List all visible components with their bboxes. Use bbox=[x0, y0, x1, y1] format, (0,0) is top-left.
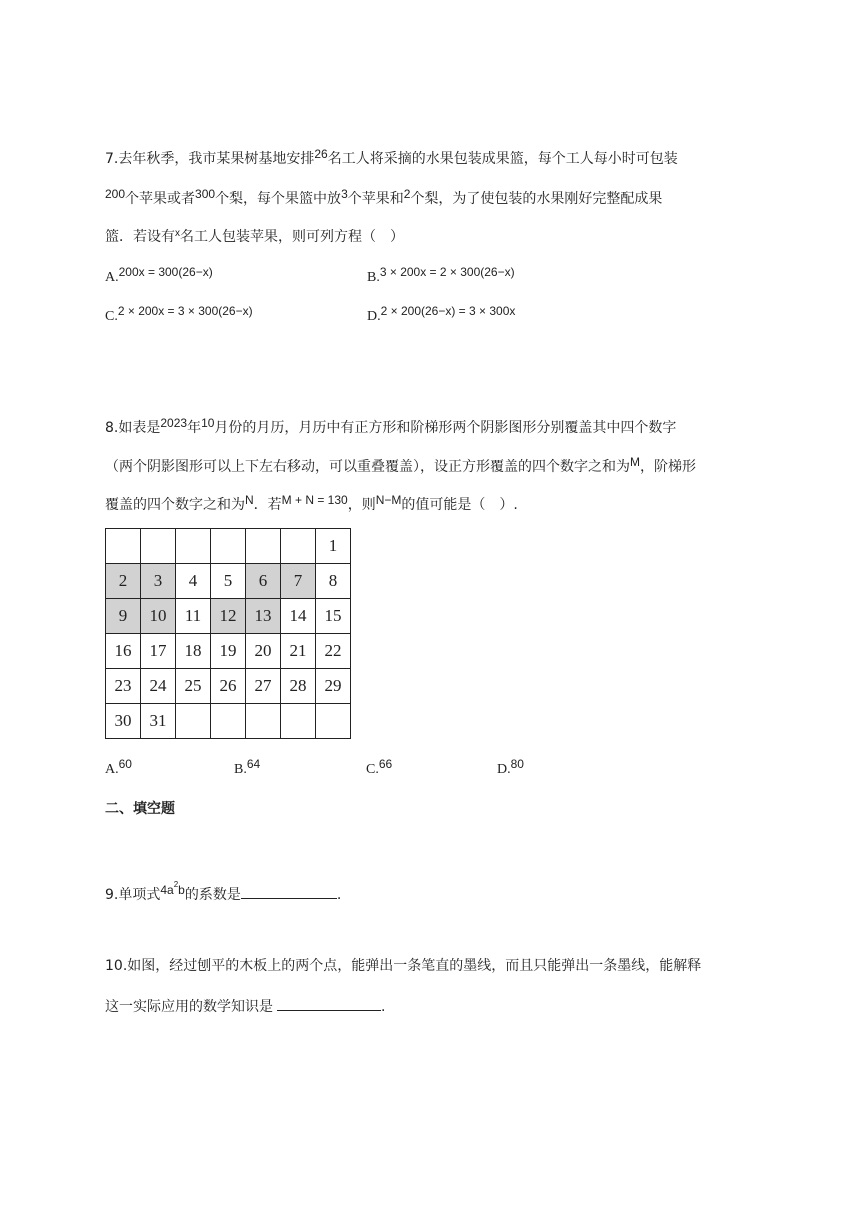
calendar-cell: 22 bbox=[316, 634, 351, 669]
q7-number-2: 2 bbox=[403, 187, 411, 201]
option-value: 66 bbox=[378, 757, 393, 771]
q9-answer-blank[interactable] bbox=[241, 886, 337, 899]
calendar-cell: 19 bbox=[211, 634, 246, 669]
q9-text: . bbox=[336, 887, 342, 903]
calendar-row bbox=[106, 669, 351, 704]
option-letter: C. bbox=[366, 762, 379, 777]
option-value: 64 bbox=[246, 757, 261, 771]
q7-line-3 bbox=[105, 230, 404, 246]
q7-text: 名工人包装苹果，则可列方程（ ） bbox=[180, 229, 404, 245]
q7-text: 个梨，每个果篮中放 bbox=[215, 191, 342, 207]
calendar-cell: 2 bbox=[106, 564, 141, 599]
q10-text: . bbox=[381, 999, 386, 1015]
q7-option-b[interactable] bbox=[367, 265, 515, 285]
calendar-empty-cell bbox=[211, 704, 246, 739]
q8-option-c[interactable] bbox=[366, 757, 393, 777]
q7-text: 个苹果或者 bbox=[125, 191, 196, 207]
option-letter: C. bbox=[105, 309, 118, 324]
calendar-cell: 10 bbox=[141, 599, 176, 634]
calendar-cell: 15 bbox=[316, 599, 351, 634]
q8-text: ．若 bbox=[253, 497, 282, 513]
calendar-empty-cell bbox=[176, 529, 211, 564]
q10-line-1: 10.如图，经过刨平的木板上的两个点，能弹出一条笔直的墨线，而且只能弹出一条墨线，能解释 bbox=[105, 958, 702, 974]
option-letter: D. bbox=[497, 762, 511, 777]
q8-text: 年 bbox=[187, 420, 202, 436]
q9-line bbox=[105, 880, 342, 904]
calendar-cell: 13 bbox=[246, 599, 281, 634]
calendar-cell: 4 bbox=[176, 564, 211, 599]
q7-text: 个苹果和 bbox=[347, 191, 404, 207]
calendar-cell: 3 bbox=[141, 564, 176, 599]
calendar-cell: 25 bbox=[176, 669, 211, 704]
calendar-cell: 28 bbox=[281, 669, 316, 704]
q10-text: 这一实际应用的数学知识是 bbox=[105, 999, 273, 1015]
option-formula: 200x = 300(26−x) bbox=[118, 265, 213, 279]
q8-variable-m: M bbox=[630, 455, 640, 469]
q7-text: 7.去年秋季，我市某果树基地安排 bbox=[105, 151, 315, 167]
calendar-empty-cell bbox=[281, 529, 316, 564]
q9-text: 9.单项式 bbox=[105, 887, 161, 903]
option-letter: B. bbox=[367, 270, 380, 285]
option-formula: 2 × 200x = 3 × 300(26−x) bbox=[117, 304, 253, 318]
q9-monomial-coef: 4a bbox=[160, 883, 174, 897]
calendar-cell: 18 bbox=[176, 634, 211, 669]
q8-text: ，阶梯形 bbox=[640, 459, 696, 475]
calendar-empty-cell bbox=[211, 529, 246, 564]
q8-text: 的值可能是（ ）. bbox=[401, 497, 518, 513]
calendar-row bbox=[106, 634, 351, 669]
q8-month: 10 bbox=[201, 416, 215, 430]
calendar-table bbox=[105, 528, 351, 739]
q10-line-2 bbox=[105, 998, 385, 1014]
q7-number-200: 200 bbox=[105, 187, 126, 201]
q8-variable-n: N bbox=[245, 493, 254, 507]
calendar-cell: 21 bbox=[281, 634, 316, 669]
q8-text: ，则 bbox=[347, 497, 376, 513]
option-letter: A. bbox=[105, 270, 119, 285]
option-value: 60 bbox=[118, 757, 132, 771]
q8-line-3 bbox=[105, 493, 518, 513]
calendar-empty-cell bbox=[246, 529, 281, 564]
calendar-empty-cell bbox=[316, 704, 351, 739]
q7-number-300: 300 bbox=[195, 187, 216, 201]
calendar-cell: 23 bbox=[106, 669, 141, 704]
q10-answer-blank[interactable] bbox=[277, 998, 381, 1011]
calendar-row bbox=[106, 704, 351, 739]
q9-monomial-exponent: 2 bbox=[173, 880, 179, 889]
calendar-cell: 31 bbox=[141, 704, 176, 739]
q8-option-d[interactable] bbox=[497, 757, 524, 777]
calendar-cell: 27 bbox=[246, 669, 281, 704]
calendar-cell: 14 bbox=[281, 599, 316, 634]
calendar-row bbox=[106, 529, 351, 564]
calendar-cell: 9 bbox=[106, 599, 141, 634]
calendar-cell: 12 bbox=[211, 599, 246, 634]
q9-monomial-b: b bbox=[178, 883, 185, 897]
calendar-cell: 26 bbox=[211, 669, 246, 704]
calendar-cell: 17 bbox=[141, 634, 176, 669]
q8-text: 8.如表是 bbox=[105, 420, 161, 436]
q8-option-a[interactable] bbox=[105, 757, 132, 777]
q7-text: 篮．若设有 bbox=[105, 229, 175, 245]
q8-text: 月份的月历，月历中有正方形和阶梯形两个阴影图形分别覆盖其中四个数字 bbox=[214, 420, 677, 436]
calendar-empty-cell bbox=[141, 529, 176, 564]
q8-year: 2023 bbox=[160, 416, 188, 430]
calendar-cell: 20 bbox=[246, 634, 281, 669]
calendar-empty-cell bbox=[246, 704, 281, 739]
q7-variable-x: x bbox=[175, 228, 180, 239]
q8-expression: N−M bbox=[375, 493, 402, 507]
q8-text: 覆盖的四个数字之和为 bbox=[105, 497, 245, 513]
q7-line-1 bbox=[105, 147, 678, 167]
calendar-row bbox=[106, 564, 351, 599]
q7-text: 名工人将采摘的水果包装成果篮，每个工人每小时可包装 bbox=[327, 151, 678, 167]
calendar-cell: 1 bbox=[316, 529, 351, 564]
option-letter: D. bbox=[367, 309, 381, 324]
calendar-empty-cell bbox=[106, 529, 141, 564]
q8-line-2 bbox=[105, 455, 696, 475]
calendar-empty-cell bbox=[176, 704, 211, 739]
calendar-cell: 5 bbox=[211, 564, 246, 599]
calendar-empty-cell bbox=[281, 704, 316, 739]
section-heading: 二、填空题 bbox=[105, 801, 175, 817]
calendar-cell: 24 bbox=[141, 669, 176, 704]
calendar-cell: 29 bbox=[316, 669, 351, 704]
option-formula: 3 × 200x = 2 × 300(26−x) bbox=[379, 265, 515, 279]
calendar-cell: 6 bbox=[246, 564, 281, 599]
calendar-cell: 11 bbox=[176, 599, 211, 634]
q7-number-3: 3 bbox=[341, 187, 348, 201]
option-value: 80 bbox=[510, 757, 524, 771]
q7-line-2 bbox=[105, 187, 663, 207]
q7-option-a[interactable] bbox=[105, 265, 213, 285]
q8-line-1 bbox=[105, 416, 677, 436]
q7-number-26: 26 bbox=[314, 147, 328, 161]
calendar-cell: 16 bbox=[106, 634, 141, 669]
q9-text: 的系数是 bbox=[184, 887, 241, 903]
option-formula: 2 × 200(26−x) = 3 × 300x bbox=[380, 304, 516, 318]
calendar-cell: 30 bbox=[106, 704, 141, 739]
q7-text: 个梨，为了使包装的水果刚好完整配成果 bbox=[410, 191, 663, 207]
q7-option-c[interactable] bbox=[105, 304, 253, 324]
calendar-cell: 8 bbox=[316, 564, 351, 599]
calendar-cell: 7 bbox=[281, 564, 316, 599]
q8-option-b[interactable] bbox=[234, 757, 261, 777]
q7-option-d[interactable] bbox=[367, 304, 516, 324]
q8-text: （两个阴影图形可以上下左右移动，可以重叠覆盖），设正方形覆盖的四个数字之和为 bbox=[105, 459, 630, 475]
calendar-row bbox=[106, 599, 351, 634]
option-letter: B. bbox=[234, 762, 247, 777]
option-letter: A. bbox=[105, 762, 119, 777]
q8-condition: M + N = 130 bbox=[281, 493, 348, 507]
